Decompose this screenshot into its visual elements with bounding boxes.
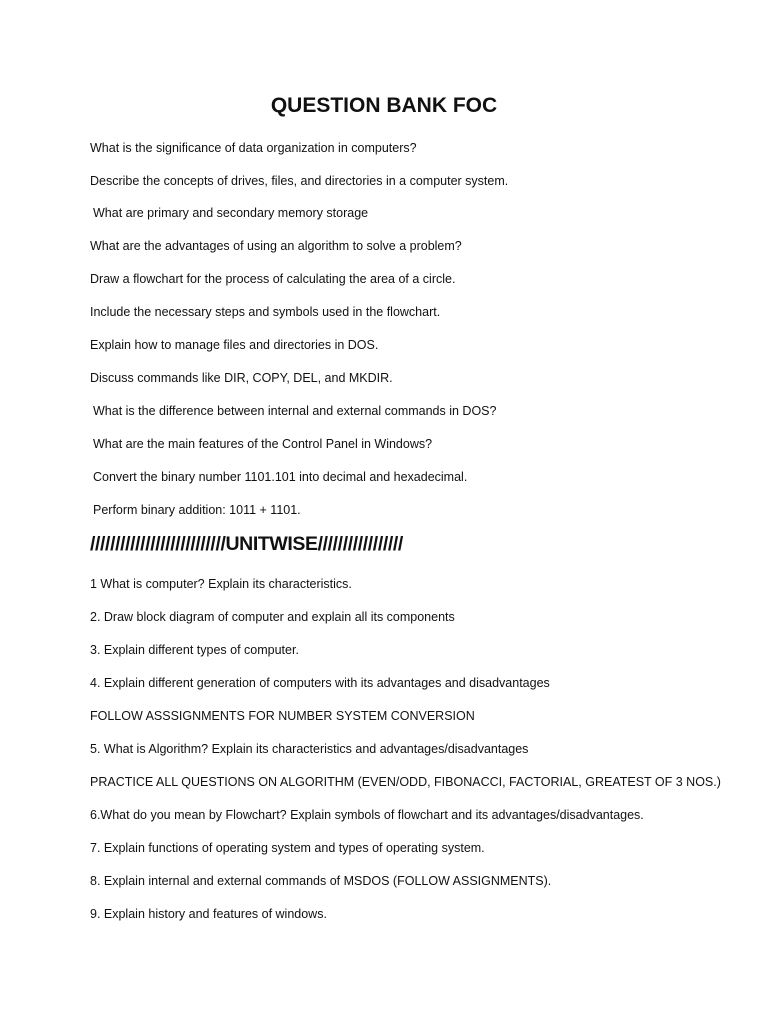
question-item: 4. Explain different generation of computers with its advantages and disadvantages (90, 676, 550, 690)
question-item: 1 What is computer? Explain its characteristics. (90, 577, 352, 591)
question-item: What is the significance of data organization in computers? (90, 141, 417, 155)
question-item: 7. Explain functions of operating system and types of operating system. (90, 841, 485, 855)
question-item: Convert the binary number 1101.101 into decimal and hexadecimal. (93, 470, 468, 484)
question-item: Discuss commands like DIR, COPY, DEL, and MKDIR. (90, 371, 393, 385)
question-item: Draw a flowchart for the process of calculating the area of a circle. (90, 272, 456, 286)
question-item: 3. Explain different types of computer. (90, 643, 299, 657)
question-item: Perform binary addition: 1011 + 1101. (93, 503, 301, 517)
question-item: 6.What do you mean by Flowchart? Explain symbols of flowchart and its advantages/disadvantages. (90, 808, 644, 822)
question-item: Explain how to manage files and directories in DOS. (90, 338, 379, 352)
question-item: Describe the concepts of drives, files, and directories in a computer system. (90, 174, 509, 188)
page-title: QUESTION BANK FOC (270, 94, 498, 117)
question-item: What is the difference between internal and external commands in DOS? (93, 404, 497, 418)
instruction-note: PRACTICE ALL QUESTIONS ON ALGORITHM (EVEN/ODD, FIBONACCI, FACTORIAL, GREATEST OF 3 NOS.) (90, 775, 721, 789)
question-item: 5. What is Algorithm? Explain its characteristics and advantages/disadvantages (90, 742, 529, 756)
question-item: 9. Explain history and features of windows. (90, 907, 327, 921)
unitwise-divider: ///////////////////////////UNITWISE///////////////// (90, 533, 403, 555)
question-item: What are the main features of the Control Panel in Windows? (93, 437, 433, 451)
question-item: 2. Draw block diagram of computer and explain all its components (90, 610, 455, 624)
question-item: Include the necessary steps and symbols used in the flowchart. (90, 305, 441, 319)
question-item: What are the advantages of using an algorithm to solve a problem? (90, 239, 462, 253)
question-item: What are primary and secondary memory storage (93, 206, 369, 220)
question-item: 8. Explain internal and external commands of MSDOS (FOLLOW ASSIGNMENTS). (90, 874, 552, 888)
instruction-note: FOLLOW ASSSIGNMENTS FOR NUMBER SYSTEM CONVERSION (90, 709, 475, 723)
